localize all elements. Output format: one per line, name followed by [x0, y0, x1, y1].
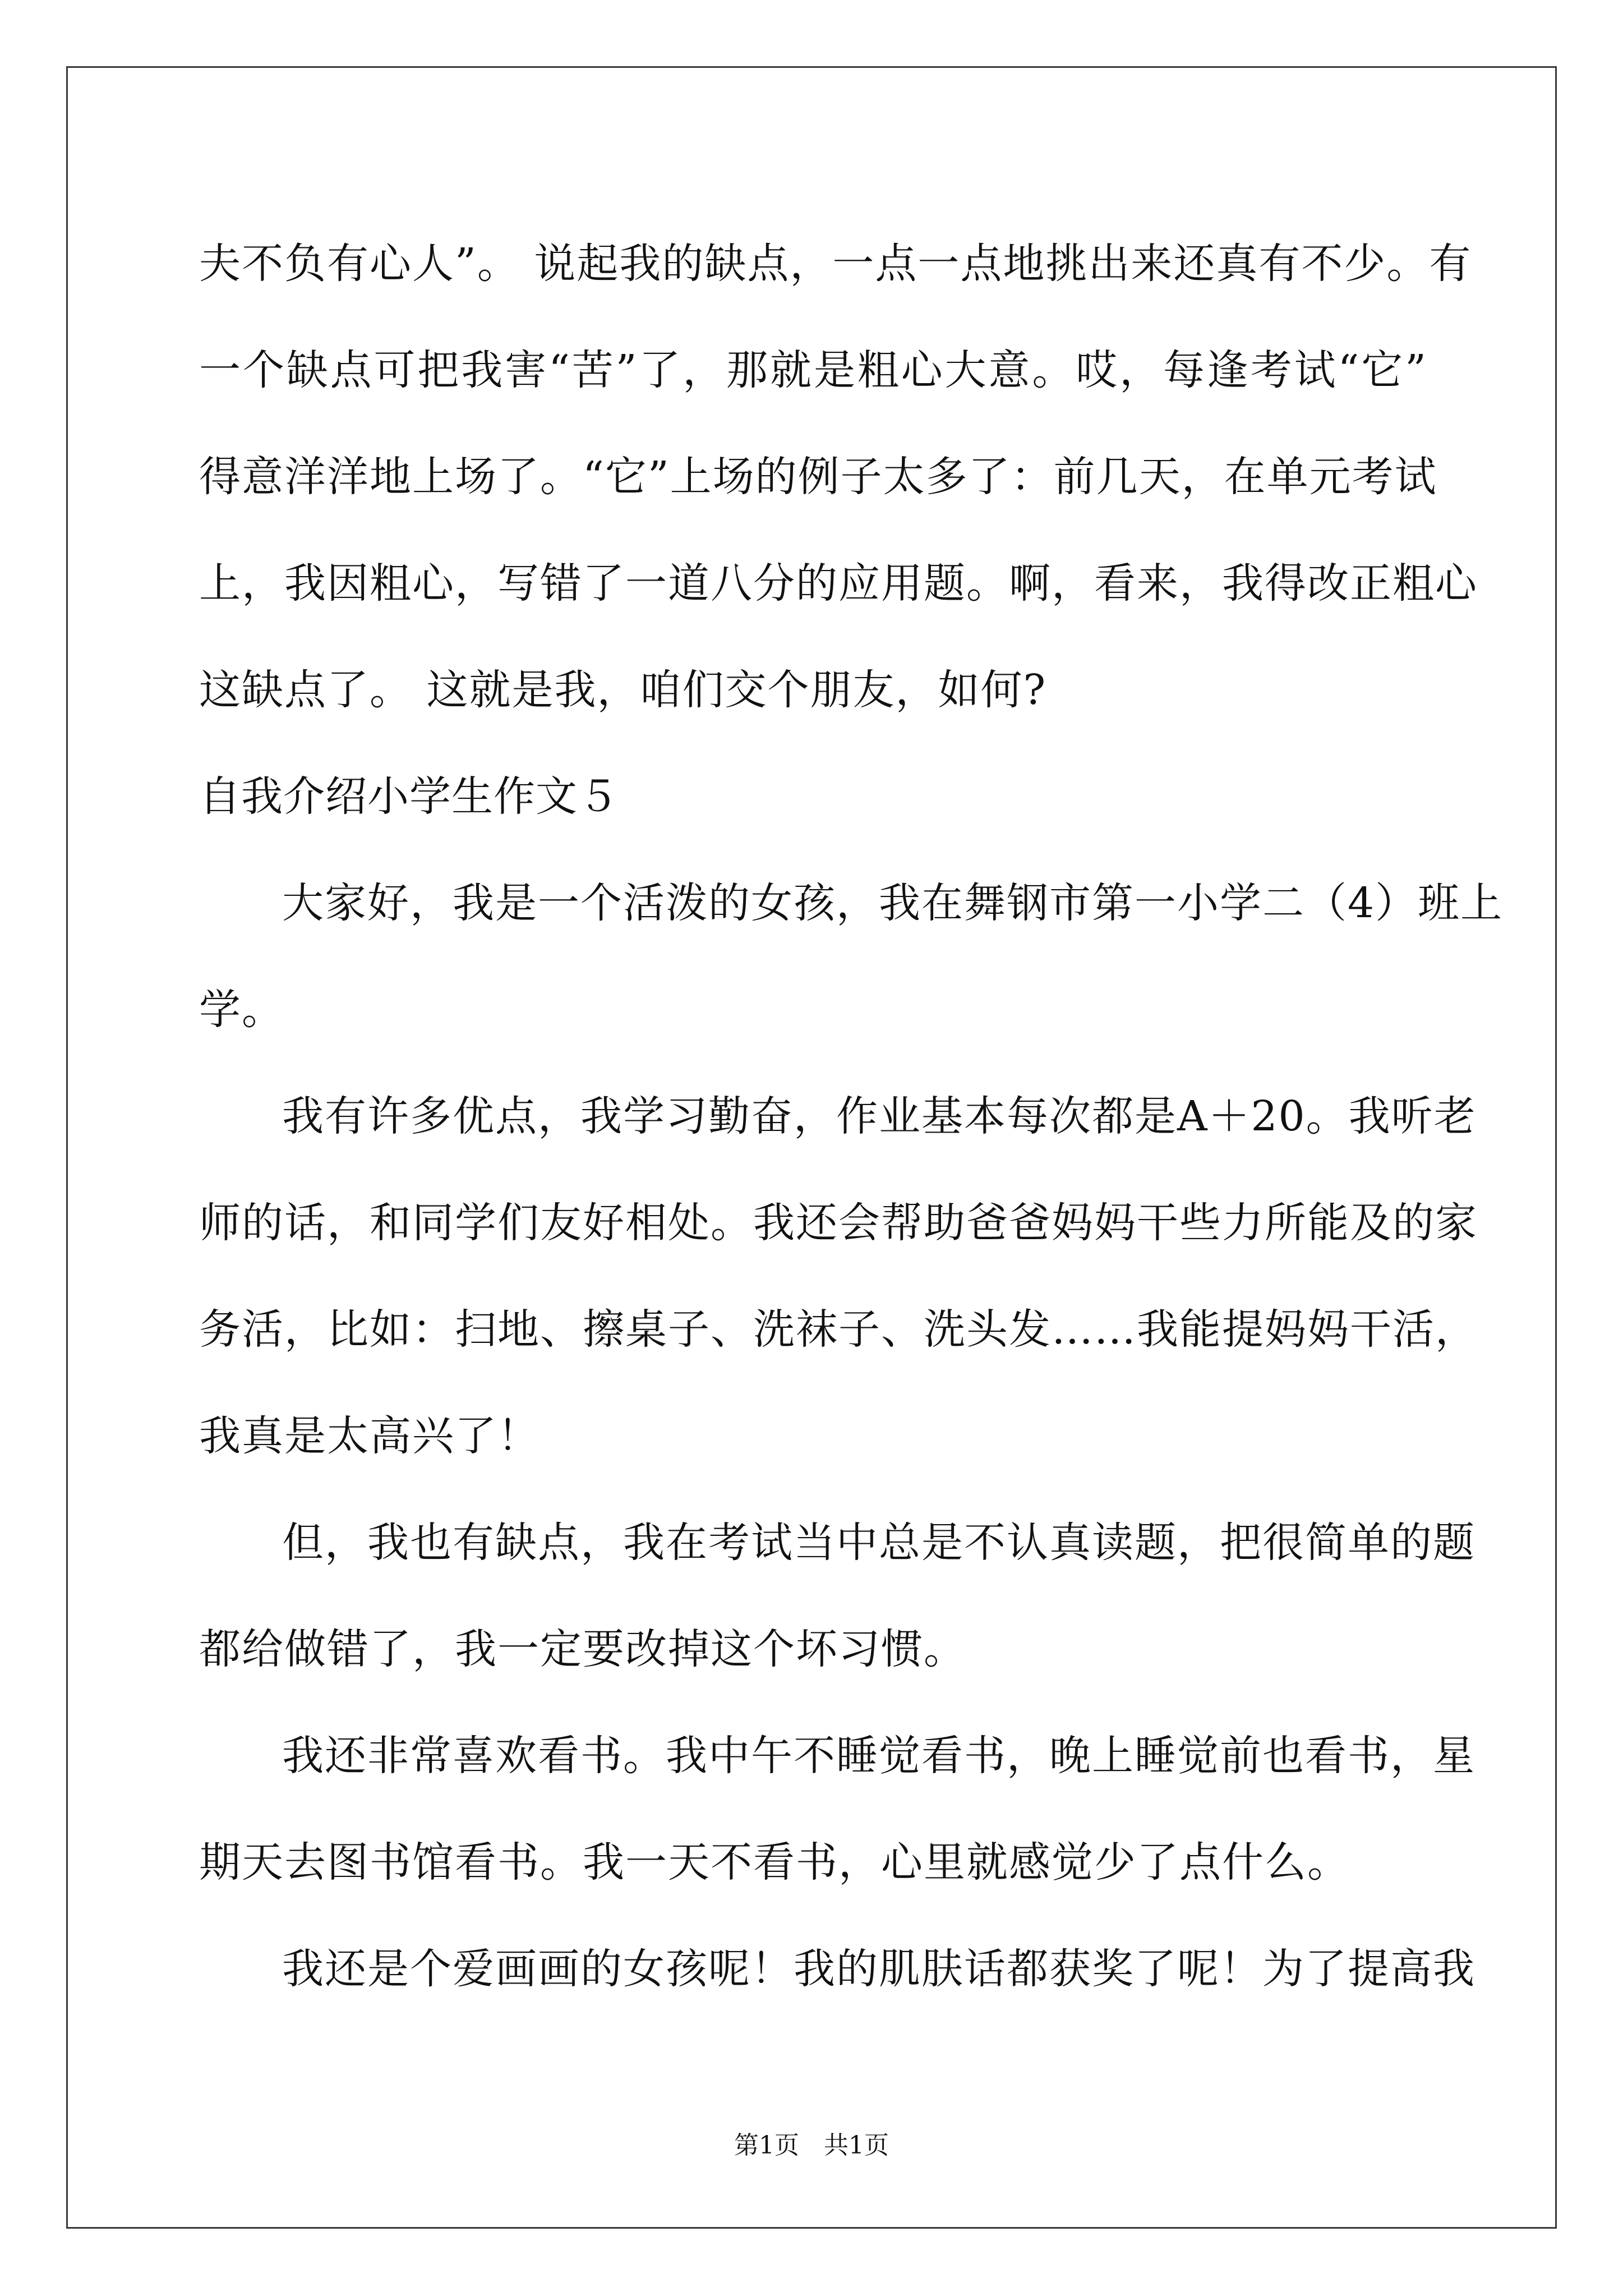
- text-line: 大家好，我是一个活泼的女孩，我在舞钢市第一小学二（4）班上: [282, 879, 1504, 927]
- page-footer: 第1页 共1页: [734, 2131, 889, 2160]
- section-heading: 自我介绍小学生作文５: [199, 772, 620, 821]
- text-line: 都给做错了，我一定要改掉这个坏习惯。: [199, 1625, 966, 1673]
- text-line: 我真是太高兴了！: [199, 1412, 540, 1460]
- text-line: 我还是个爱画画的女孩呢！我的肌肤话都获奖了呢！为了提高我: [282, 1945, 1476, 1993]
- text-line: 一个缺点可把我害“苦”了，那就是粗心大意。哎，每逢考试“它”: [199, 346, 1427, 394]
- text-line: 务活，比如：扫地、擦桌子、洗袜子、洗头发……我能提妈妈干活，: [199, 1305, 1478, 1354]
- text-line: 我还非常喜欢看书。我中午不睡觉看书，晚上睡觉前也看书，星: [282, 1732, 1476, 1780]
- text-line: 但，我也有缺点，我在考试当中总是不认真读题，把很简单的题: [282, 1519, 1476, 1567]
- text-line: 这缺点了。 这就是我，咱们交个朋友，如何?: [199, 666, 1047, 714]
- document-body: [199, 210, 1504, 2022]
- text-line: 学。: [199, 986, 284, 1034]
- text-line: 期天去图书馆看书。我一天不看书，心里就感觉少了点什么。: [199, 1838, 1350, 1887]
- text-line: 师的话，和同学们友好相处。我还会帮助爸爸妈妈干些力所能及的家: [199, 1199, 1478, 1247]
- text-line: 夫不负有心人”。 说起我的缺点，一点一点地挑出来还真有不少。有: [199, 240, 1472, 288]
- text-line: 得意洋洋地上场了。“它”上场的例子太多了：前几天，在单元考试: [199, 453, 1437, 501]
- text-line: 上，我因粗心，写错了一道八分的应用题。啊，看来，我得改正粗心: [199, 559, 1478, 608]
- text-line: 我有许多优点，我学习勤奋，作业基本每次都是A＋20。我听老: [282, 1092, 1477, 1140]
